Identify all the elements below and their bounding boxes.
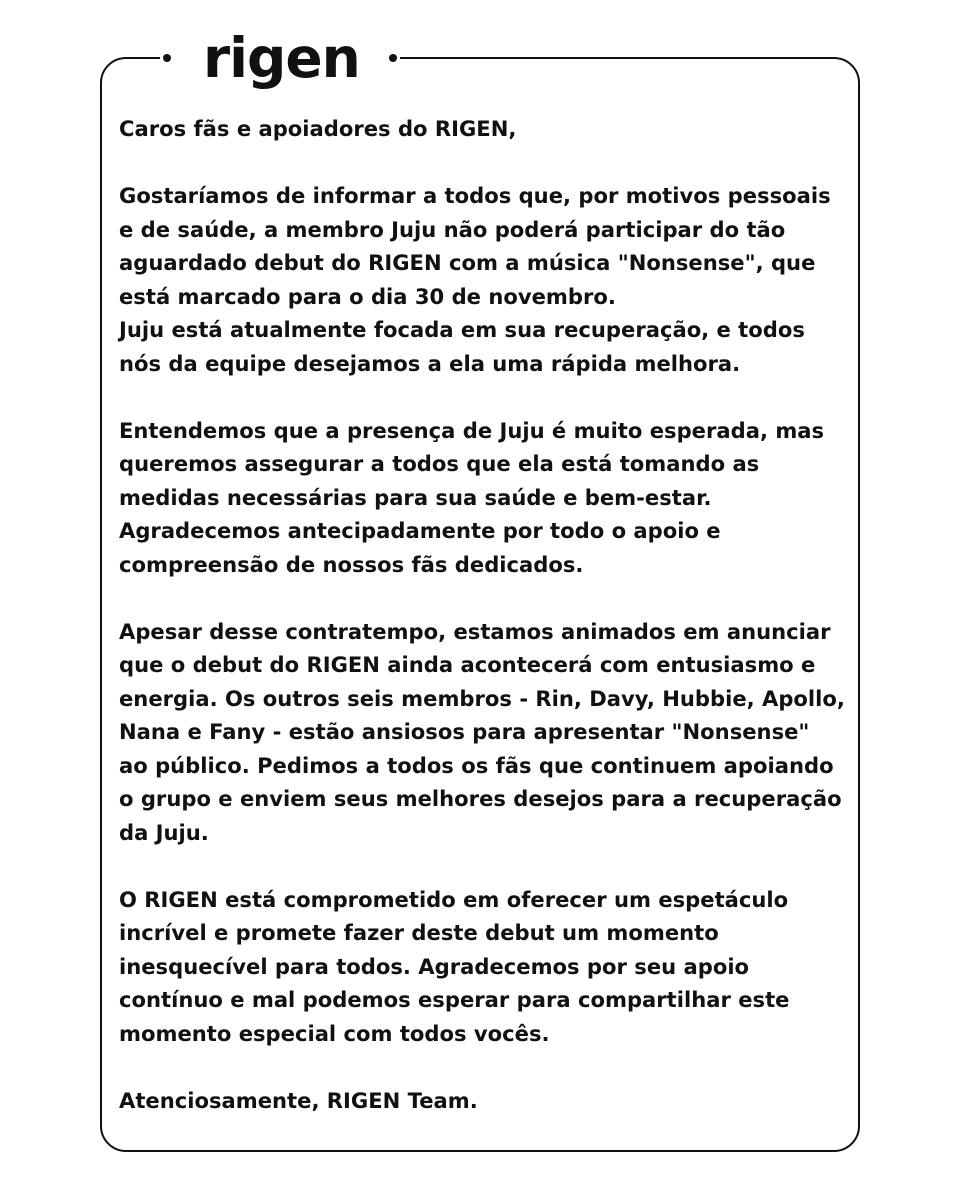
paragraph-line: Apesar desse contratempo, estamos animados em anunciar	[119, 618, 831, 644]
frame-dot-left	[163, 54, 171, 62]
paragraph-line: da Juju.	[119, 819, 209, 845]
paragraph-line: nós da equipe desejamos a ela uma rápida melhora.	[119, 350, 741, 376]
paragraph-2	[119, 414, 849, 582]
closing-line: Atenciosamente, RIGEN Team.	[119, 1087, 478, 1113]
paragraph-line: O RIGEN está comprometido em oferecer um espetáculo	[119, 886, 789, 912]
paragraph-line: incrível e promete fazer deste debut um momento	[119, 920, 719, 945]
paragraph-line: que o debut do RIGEN ainda acontecerá com entusiasmo e	[119, 652, 816, 677]
greeting-line: Caros fãs e apoiadores do RIGEN,	[119, 116, 517, 141]
paragraph-line: inesquecível para todos. Agradecemos por seu apoio	[119, 953, 750, 979]
paragraph-line: medidas necessárias para sua saúde e bem-estar.	[119, 484, 712, 510]
paragraph-line: está marcado para o dia 30 de novembro.	[119, 283, 616, 309]
paragraph-line: aguardado debut do RIGEN com a música "Nonsense", que	[119, 250, 816, 275]
paragraph-line: contínuo e mal podemos esperar para compartilhar este	[119, 987, 790, 1012]
paragraph-line: queremos assegurar a todos que ela está tomando as	[119, 451, 760, 476]
paragraph-line: Gostaríamos de informar a todos que, por motivos pessoais	[119, 183, 831, 208]
frame-dot-right	[389, 54, 397, 62]
paragraph-line: momento especial com todos vocês.	[119, 1020, 550, 1046]
paragraph-line: e de saúde, a membro Juju não poderá participar do tão	[119, 216, 786, 242]
announcement-letter	[119, 112, 849, 1117]
paragraph-line: o grupo e enviem seus melhores desejos para a recuperação	[119, 786, 842, 811]
paragraph-4	[119, 883, 849, 1051]
paragraph-line: Agradecemos antecipadamente por todo o apoio e	[119, 518, 721, 543]
paragraph-line: ao público. Pedimos a todos os fãs que continuem apoiando	[119, 752, 834, 778]
paragraph-line: Entendemos que a presença de Juju é muito esperada, mas	[119, 417, 825, 443]
closing	[119, 1084, 849, 1118]
greeting	[119, 112, 849, 146]
rigen-logo: rigen	[203, 26, 360, 90]
paragraph-line: compreensão de nossos fãs dedicados.	[119, 551, 584, 577]
paragraph-line: energia. Os outros seis membros - Rin, Davy, Hubbie, Apollo,	[119, 685, 845, 711]
paragraph-1	[119, 179, 849, 380]
paragraph-line: Juju está atualmente focada em sua recuperação, e todos	[119, 317, 805, 342]
paragraph-line: Nana e Fany - estão ansiosos para apresentar "Nonsense"	[119, 719, 810, 744]
paragraph-3	[119, 615, 849, 850]
